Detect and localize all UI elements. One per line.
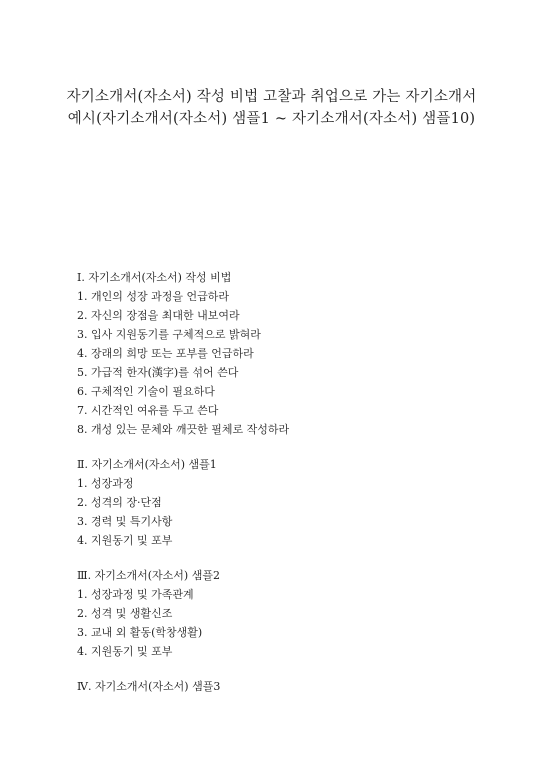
section-heading: Ⅳ. 자기소개서(자소서) 샘플3 <box>77 680 221 693</box>
list-item: 4. 장래의 희망 또는 포부를 언급하라 <box>77 347 254 360</box>
table-of-contents <box>77 268 507 696</box>
title-line-1: 자기소개서(자소서) 작성 비법 고찰과 취업으로 가는 자기소개서 <box>66 89 477 105</box>
list-item: 2. 성격 및 생활신조 <box>77 607 173 620</box>
toc-section-1 <box>77 268 507 439</box>
list-item: 1. 개인의 성장 과정을 언급하라 <box>77 290 229 303</box>
toc-section-2 <box>77 455 507 550</box>
list-item: 7. 시간적인 여유를 두고 쓴다 <box>77 404 219 417</box>
list-item: 3. 입사 지원동기를 구체적으로 밝혀라 <box>77 328 261 341</box>
section-spacer <box>77 550 507 566</box>
list-item: 1. 성장과정 및 가족관계 <box>77 588 194 601</box>
list-item: 5. 가급적 한자(漢字)를 섞어 쓴다 <box>77 366 239 379</box>
list-item: 4. 지원동기 및 포부 <box>77 534 173 547</box>
list-item: 6. 구체적인 기술이 필요하다 <box>77 385 215 398</box>
list-item: 2. 성격의 장·단점 <box>77 496 162 509</box>
document-title <box>0 86 543 130</box>
section-spacer <box>77 661 507 677</box>
toc-section-3 <box>77 566 507 661</box>
list-item: 8. 개성 있는 문체와 깨끗한 필체로 작성하라 <box>77 423 290 436</box>
section-heading: Ⅰ. 자기소개서(자소서) 작성 비법 <box>77 271 232 284</box>
section-spacer <box>77 439 507 455</box>
list-item: 1. 성장과정 <box>77 477 134 490</box>
list-item: 3. 경력 및 특기사항 <box>77 515 173 528</box>
list-item: 2. 자신의 장점을 최대한 내보여라 <box>77 309 240 322</box>
title-line-2: 예시(자기소개서(자소서) 샘플1 ~ 자기소개서(자소서) 샘플10) <box>67 111 476 127</box>
section-heading: Ⅱ. 자기소개서(자소서) 샘플1 <box>77 458 217 471</box>
section-heading: Ⅲ. 자기소개서(자소서) 샘플2 <box>77 569 220 582</box>
list-item: 4. 지원동기 및 포부 <box>77 645 173 658</box>
toc-section-4 <box>77 677 507 696</box>
list-item: 3. 교내 외 활동(학창생활) <box>77 626 203 639</box>
